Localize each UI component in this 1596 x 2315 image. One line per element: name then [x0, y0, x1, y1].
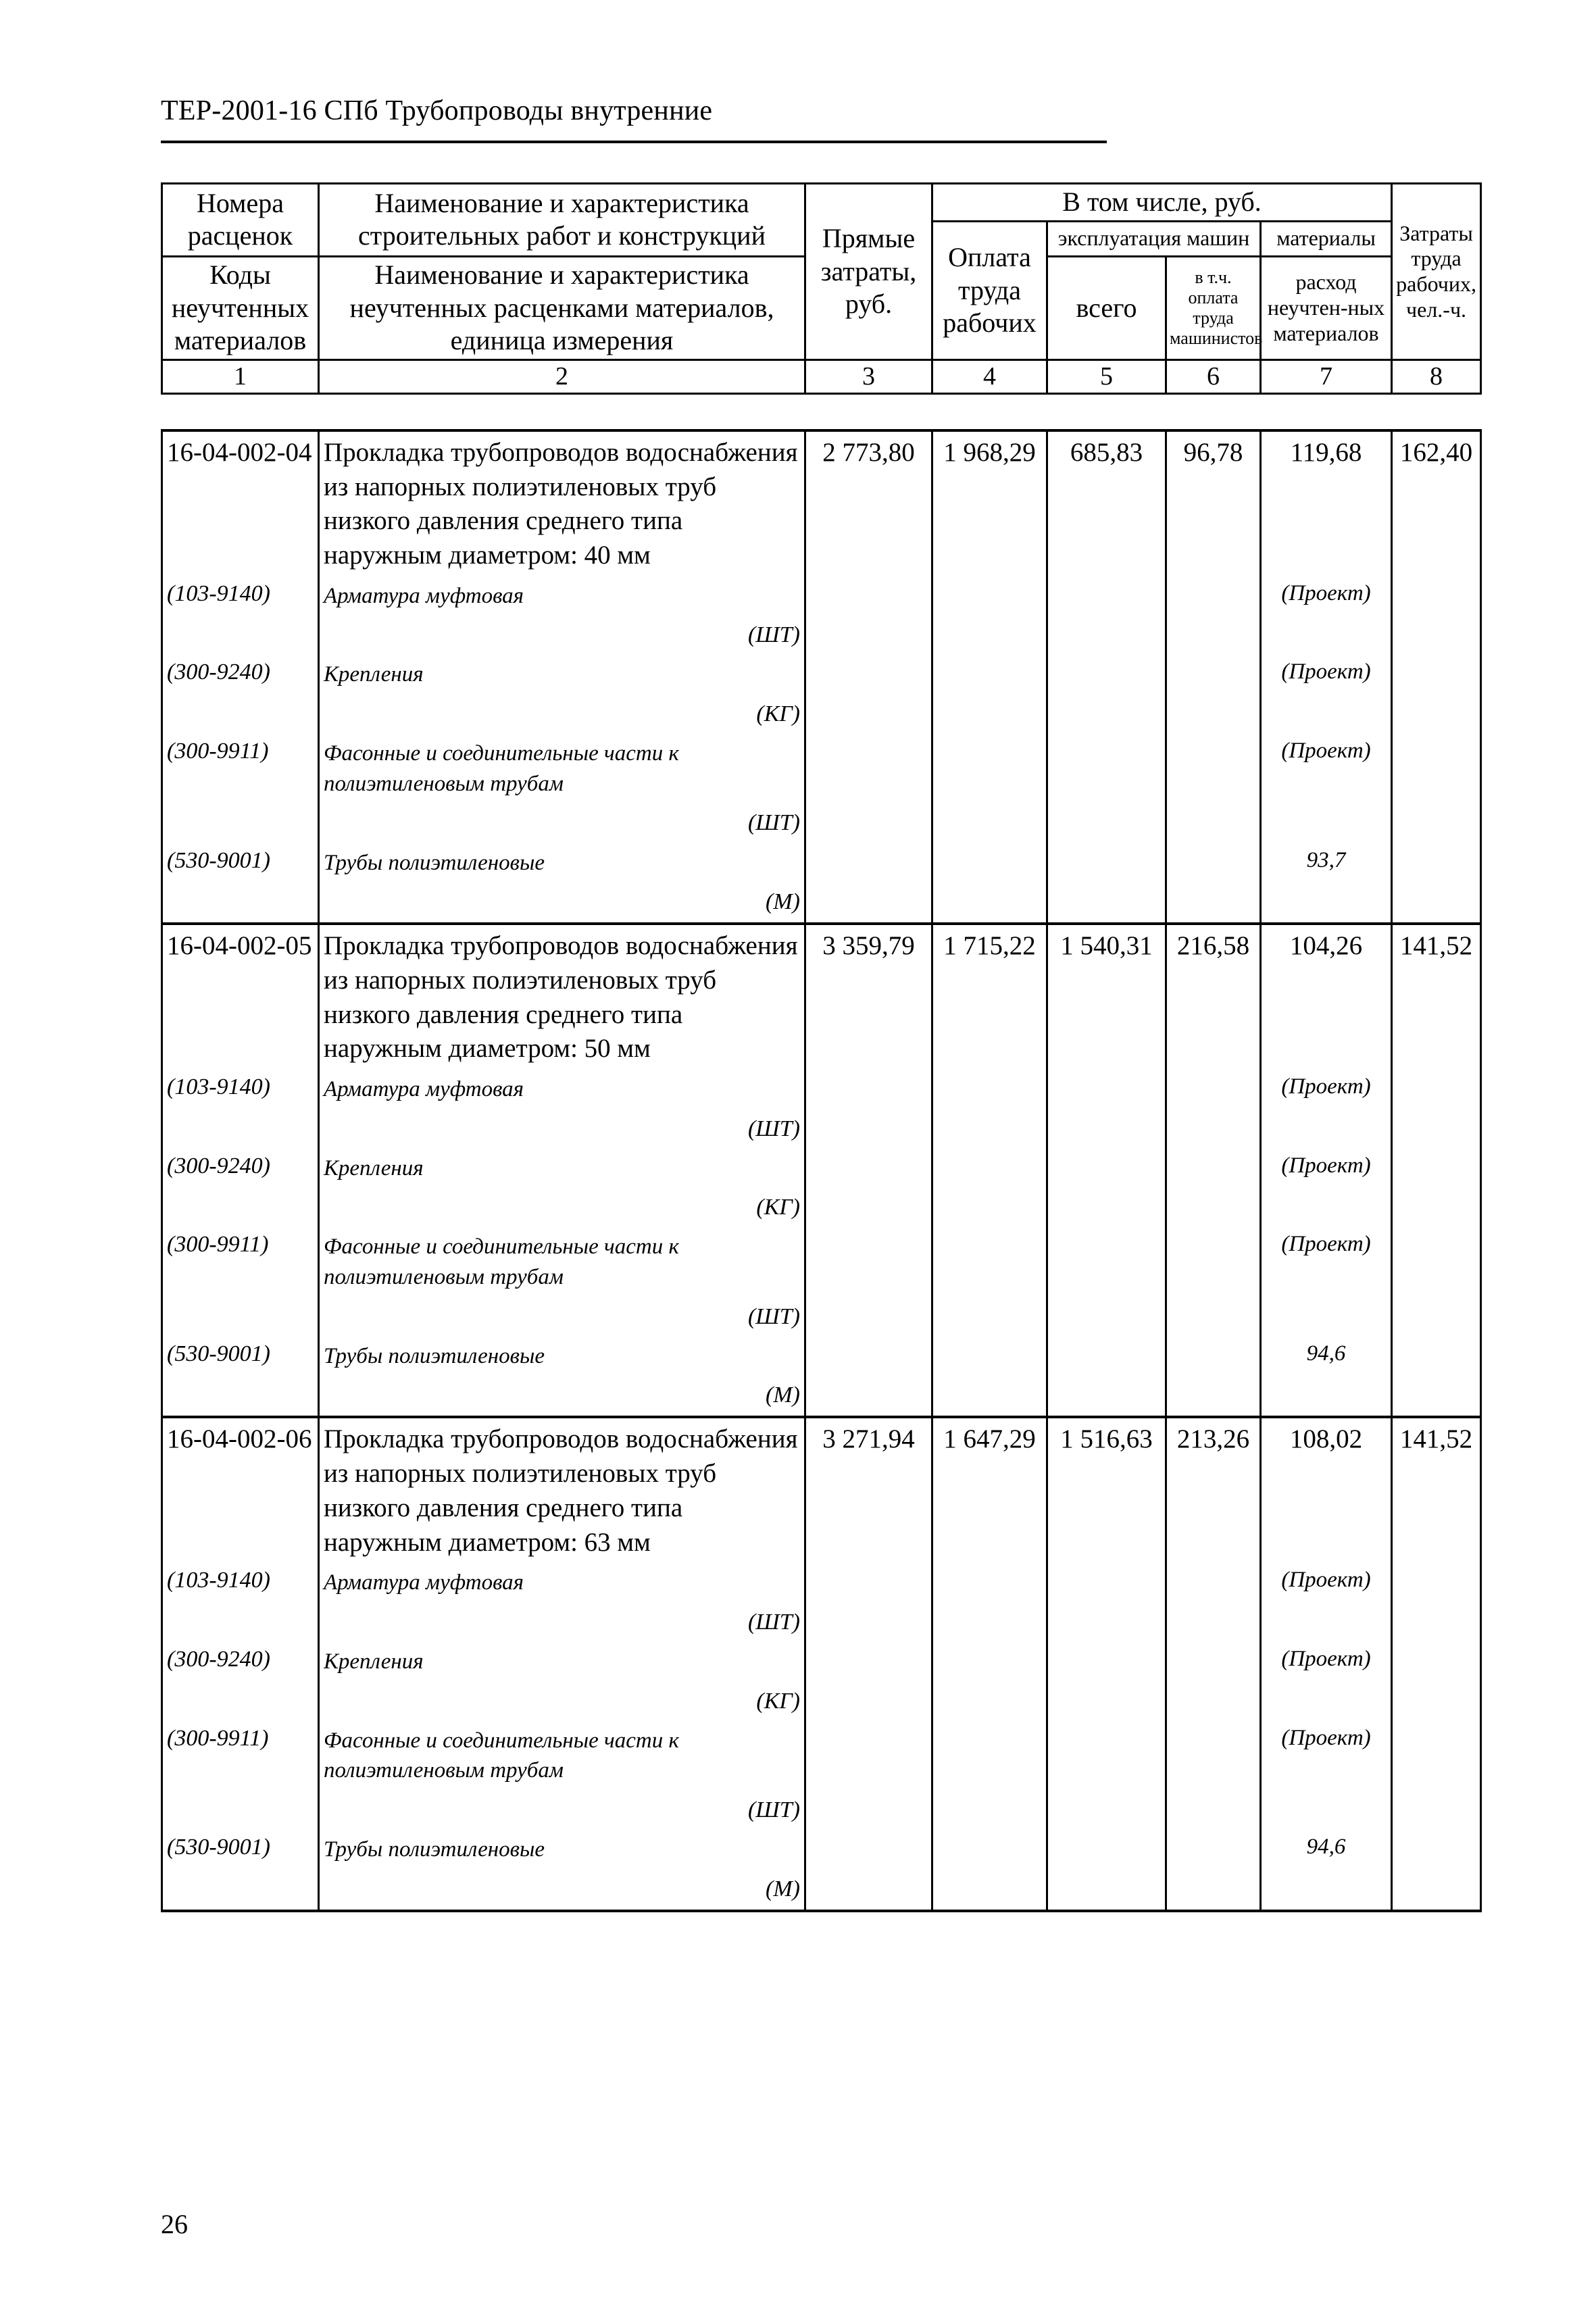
material-consumption: (Проект) — [1261, 1228, 1392, 1337]
material-consumption: (Проект) — [1261, 1643, 1392, 1722]
empty-cell — [1047, 1831, 1166, 1911]
labor-hours-value: 141,52 — [1392, 924, 1481, 1070]
material-unit: (М) — [766, 1383, 800, 1408]
material-cell — [319, 1831, 805, 1911]
empty-cell — [805, 735, 932, 843]
rate-name: Прокладка трубопроводов водоснабжения из напорных полиэтиленовых труб низкого давления среднего типа наружным диаметром: 40 мм — [319, 430, 805, 577]
material-row — [162, 1722, 1481, 1831]
labor-hours-value: 162,40 — [1392, 430, 1481, 577]
material-code: (103-9140) — [162, 577, 319, 656]
header-materials-name: Наименование и характеристика неучтенных расценками материалов, единица измерения — [319, 256, 805, 359]
empty-cell — [1166, 577, 1261, 656]
material-row — [162, 1228, 1481, 1337]
empty-cell — [1166, 1337, 1261, 1418]
material-unit: (КГ) — [756, 1688, 800, 1714]
material-consumption: (Проект) — [1261, 1722, 1392, 1831]
material-unit: (М) — [766, 889, 800, 915]
material-name: Трубы полиэтиленовые — [324, 1837, 545, 1862]
header-material-codes: Коды неучтенных материалов — [162, 256, 319, 359]
direct-costs-value: 3 359,79 — [805, 924, 932, 1070]
material-unit: (ШТ) — [747, 1303, 800, 1329]
rate-code: 16-04-002-04 — [162, 430, 319, 577]
empty-cell — [1166, 844, 1261, 924]
empty-cell — [805, 1643, 932, 1722]
material-name: Фасонные и соединительные части к полиэтиленовым трубам — [324, 741, 679, 796]
materials-value: 104,26 — [1261, 924, 1392, 1070]
material-unit: (ШТ) — [747, 810, 800, 836]
material-unit: (КГ) — [756, 701, 800, 727]
header-labor-pay: Оплата труда рабочих — [932, 221, 1047, 359]
material-name: Крепления — [324, 1649, 424, 1674]
header-machinists-pay: в т.ч. оплата труда машинистов — [1166, 256, 1261, 359]
empty-cell — [932, 1643, 1047, 1722]
material-row — [162, 655, 1481, 735]
material-cell — [319, 1643, 805, 1722]
empty-cell — [1166, 1149, 1261, 1228]
material-consumption: (Проект) — [1261, 655, 1392, 735]
empty-cell — [805, 1722, 932, 1831]
material-name: Фасонные и соединительные части к полиэтиленовым трубам — [324, 1235, 679, 1289]
empty-cell — [1047, 1643, 1166, 1722]
col-number: 3 — [805, 360, 932, 393]
material-unit: (ШТ) — [747, 1797, 800, 1822]
empty-cell — [1047, 655, 1166, 735]
material-row — [162, 1564, 1481, 1643]
empty-cell — [1392, 1070, 1481, 1149]
machines-total-value: 1 516,63 — [1047, 1417, 1166, 1564]
col-number: 6 — [1166, 360, 1261, 393]
material-unit: (ШТ) — [747, 1116, 800, 1141]
empty-cell — [1166, 1831, 1261, 1911]
empty-cell — [805, 1149, 932, 1228]
material-consumption: (Проект) — [1261, 1149, 1392, 1228]
material-consumption: (Проект) — [1261, 735, 1392, 843]
material-cell — [319, 844, 805, 924]
empty-cell — [1047, 1722, 1166, 1831]
material-name: Крепления — [324, 1155, 424, 1180]
empty-cell — [932, 1337, 1047, 1418]
empty-cell — [1392, 1722, 1481, 1831]
empty-cell — [1166, 1643, 1261, 1722]
empty-cell — [1392, 1564, 1481, 1643]
machinists-pay-value: 216,58 — [1166, 924, 1261, 1070]
empty-cell — [1392, 1228, 1481, 1337]
material-code: (300-9240) — [162, 1149, 319, 1228]
empty-cell — [805, 1228, 932, 1337]
col-number: 1 — [162, 360, 319, 393]
labor-hours-value: 141,52 — [1392, 1417, 1481, 1564]
empty-cell — [1392, 577, 1481, 656]
material-unit: (ШТ) — [747, 622, 800, 648]
empty-cell — [805, 577, 932, 656]
rate-name: Прокладка трубопроводов водоснабжения из напорных полиэтиленовых труб низкого давления среднего типа наружным диаметром: 63 мм — [319, 1417, 805, 1564]
material-consumption: (Проект) — [1261, 1564, 1392, 1643]
empty-cell — [1392, 1643, 1481, 1722]
material-name: Арматура муфтовая — [324, 583, 524, 608]
material-row — [162, 1643, 1481, 1722]
material-code: (103-9140) — [162, 1564, 319, 1643]
material-cell — [319, 577, 805, 656]
header-machines-total: всего — [1047, 256, 1166, 359]
labor-pay-value: 1 647,29 — [932, 1417, 1047, 1564]
empty-cell — [1047, 1228, 1166, 1337]
empty-cell — [805, 1070, 932, 1149]
empty-cell — [1166, 1722, 1261, 1831]
material-name: Трубы полиэтиленовые — [324, 1343, 545, 1368]
material-cell — [319, 735, 805, 843]
empty-cell — [1392, 1831, 1481, 1911]
header-works-name: Наименование и характеристика строительных работ и конструкций — [319, 184, 805, 257]
rate-row — [162, 1417, 1481, 1564]
header-unaccounted-materials: расход неучтен-ных материалов — [1261, 256, 1392, 359]
rates-table — [161, 429, 1482, 1912]
empty-cell — [1392, 1149, 1481, 1228]
empty-cell — [1166, 1564, 1261, 1643]
material-cell — [319, 1149, 805, 1228]
col-number: 7 — [1261, 360, 1392, 393]
empty-cell — [1047, 844, 1166, 924]
material-cell — [319, 655, 805, 735]
material-unit: (КГ) — [756, 1195, 800, 1220]
page-number: 26 — [161, 2209, 188, 2239]
empty-cell — [1047, 1149, 1166, 1228]
empty-cell — [932, 1228, 1047, 1337]
machinists-pay-value: 96,78 — [1166, 430, 1261, 577]
col-number: 5 — [1047, 360, 1166, 393]
header-labor-hours: Затраты труда рабочих, чел.-ч. — [1392, 184, 1481, 360]
empty-cell — [805, 655, 932, 735]
material-code: (530-9001) — [162, 844, 319, 924]
material-code: (300-9911) — [162, 1722, 319, 1831]
empty-cell — [932, 735, 1047, 843]
header-direct-costs: Прямые затраты, руб. — [805, 184, 932, 360]
empty-cell — [1392, 844, 1481, 924]
header-column-numbers — [162, 360, 1481, 393]
material-name: Арматура муфтовая — [324, 1570, 524, 1595]
material-code: (530-9001) — [162, 1831, 319, 1911]
header-machines: эксплуатация машин — [1047, 221, 1261, 256]
material-code: (300-9240) — [162, 655, 319, 735]
material-consumption: 93,7 — [1261, 844, 1392, 924]
header-rule — [161, 141, 1107, 143]
material-cell — [319, 1070, 805, 1149]
empty-cell — [805, 1337, 932, 1418]
empty-cell — [1166, 655, 1261, 735]
material-name: Арматура муфтовая — [324, 1076, 524, 1101]
material-code: (300-9240) — [162, 1643, 319, 1722]
material-consumption: (Проект) — [1261, 1070, 1392, 1149]
empty-cell — [1392, 655, 1481, 735]
empty-cell — [932, 1722, 1047, 1831]
machines-total-value: 1 540,31 — [1047, 924, 1166, 1070]
empty-cell — [805, 1564, 932, 1643]
material-code: (103-9140) — [162, 1070, 319, 1149]
table-header — [161, 182, 1482, 395]
rate-row — [162, 430, 1481, 577]
empty-cell — [932, 1564, 1047, 1643]
material-name: Фасонные и соединительные части к полиэтиленовым трубам — [324, 1728, 679, 1783]
header-including-group: В том числе, руб. — [932, 184, 1392, 222]
materials-value: 119,68 — [1261, 430, 1392, 577]
material-row — [162, 1070, 1481, 1149]
material-name: Трубы полиэтиленовые — [324, 850, 545, 875]
page-header: ТЕР-2001-16 СПб Трубопроводы внутренние — [161, 95, 713, 126]
direct-costs-value: 3 271,94 — [805, 1417, 932, 1564]
empty-cell — [1166, 1070, 1261, 1149]
empty-cell — [932, 1831, 1047, 1911]
material-cell — [319, 1228, 805, 1337]
empty-cell — [1047, 577, 1166, 656]
empty-cell — [932, 577, 1047, 656]
empty-cell — [932, 655, 1047, 735]
material-code: (300-9911) — [162, 735, 319, 843]
material-consumption: (Проект) — [1261, 577, 1392, 656]
empty-cell — [1392, 1337, 1481, 1418]
material-name: Крепления — [324, 662, 424, 687]
material-unit: (М) — [766, 1876, 800, 1901]
material-row — [162, 1337, 1481, 1418]
direct-costs-value: 2 773,80 — [805, 430, 932, 577]
empty-cell — [1047, 1337, 1166, 1418]
machinists-pay-value: 213,26 — [1166, 1417, 1261, 1564]
empty-cell — [1166, 1228, 1261, 1337]
empty-cell — [932, 1070, 1047, 1149]
material-row — [162, 577, 1481, 656]
material-cell — [319, 1564, 805, 1643]
rate-name: Прокладка трубопроводов водоснабжения из напорных полиэтиленовых труб низкого давления среднего типа наружным диаметром: 50 мм — [319, 924, 805, 1070]
col-number: 8 — [1392, 360, 1481, 393]
rate-row — [162, 924, 1481, 1070]
material-row — [162, 1831, 1481, 1911]
empty-cell — [932, 1149, 1047, 1228]
material-consumption: 94,6 — [1261, 1831, 1392, 1911]
material-consumption: 94,6 — [1261, 1337, 1392, 1418]
material-code: (300-9911) — [162, 1228, 319, 1337]
empty-cell — [932, 844, 1047, 924]
empty-cell — [1166, 735, 1261, 843]
col-number: 2 — [319, 360, 805, 393]
material-row — [162, 1149, 1481, 1228]
empty-cell — [1392, 735, 1481, 843]
materials-value: 108,02 — [1261, 1417, 1392, 1564]
machines-total-value: 685,83 — [1047, 430, 1166, 577]
header-materials: материалы — [1261, 221, 1392, 256]
empty-cell — [805, 844, 932, 924]
material-cell — [319, 1337, 805, 1418]
rate-code: 16-04-002-06 — [162, 1417, 319, 1564]
empty-cell — [1047, 735, 1166, 843]
empty-cell — [805, 1831, 932, 1911]
material-code: (530-9001) — [162, 1337, 319, 1418]
header-rates-numbers: Номера расценок — [162, 184, 319, 257]
empty-cell — [1047, 1564, 1166, 1643]
material-unit: (ШТ) — [747, 1609, 800, 1635]
labor-pay-value: 1 968,29 — [932, 430, 1047, 577]
col-number: 4 — [932, 360, 1047, 393]
material-cell — [319, 1722, 805, 1831]
labor-pay-value: 1 715,22 — [932, 924, 1047, 1070]
material-row — [162, 735, 1481, 843]
material-row — [162, 844, 1481, 924]
empty-cell — [1047, 1070, 1166, 1149]
rate-code: 16-04-002-05 — [162, 924, 319, 1070]
